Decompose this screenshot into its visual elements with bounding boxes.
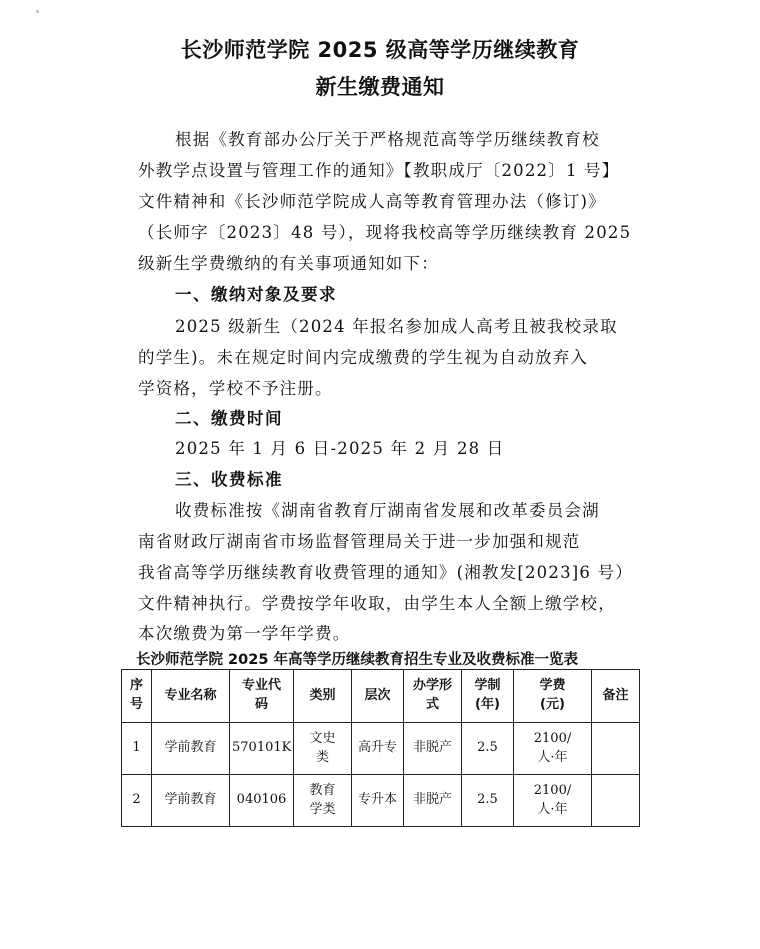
cell-duration: 2.5: [462, 723, 514, 775]
cell-remark: [592, 775, 640, 827]
cell-category: 教育 学类: [294, 775, 352, 827]
table-caption: 长沙师范学院 2025 年高等学历继续教育招生专业及收费标准一览表: [136, 652, 578, 668]
header-no: 序 号: [122, 670, 152, 723]
cell-mode: 非脱产: [404, 775, 462, 827]
cell-code: 040106: [230, 775, 294, 827]
section1-line: 学资格，学校不予注册。: [138, 379, 333, 398]
section-heading-2: 二、缴费时间: [175, 409, 283, 428]
cell-mode: 非脱产: [404, 723, 462, 775]
cell-level: 高升专: [352, 723, 404, 775]
cell-level: 专升本: [352, 775, 404, 827]
cell-category: 文史 类: [294, 723, 352, 775]
section3-line: 收费标准按《湖南省教育厅湖南省发展和改革委员会湖: [175, 501, 600, 520]
cell-no: 1: [122, 723, 152, 775]
intro-line: （长师字〔2023〕48 号），现将我校高等学历继续教育 2025: [138, 223, 632, 242]
section3-line: 文件精神执行。学费按学年收取，由学生本人全额上缴学校，: [138, 594, 616, 613]
cell-code: 570101K: [230, 723, 294, 775]
section2-line: 2025 年 1 月 6 日-2025 年 2 月 28 日: [175, 439, 505, 458]
table-row: [122, 775, 640, 827]
header-category: 类别: [294, 670, 352, 723]
table-row: [122, 723, 640, 775]
section1-line: 的学生)。未在规定时间内完成缴费的学生视为自动放弃入: [138, 348, 589, 367]
cell-no: 2: [122, 775, 152, 827]
intro-line: 根据《教育部办公厅关于严格规范高等学历继续教育校: [175, 130, 600, 149]
document-title-line-2: 新生缴费通知: [315, 75, 445, 99]
section1-line: 2025 级新生（2024 年报名参加成人高考且被我校录取: [175, 317, 618, 336]
header-fee: 学费 (元): [514, 670, 592, 723]
header-level: 层次: [352, 670, 404, 723]
header-remark: 备注: [592, 670, 640, 723]
cell-major: 学前教育: [152, 775, 230, 827]
header-mode: 办学形 式: [404, 670, 462, 723]
table-header-row: [122, 670, 640, 723]
intro-line: 外教学点设置与管理工作的通知》【教职成厅〔2022〕1 号】: [138, 161, 620, 180]
section3-line: 本次缴费为第一学年学费。: [138, 624, 351, 643]
intro-line: 级新生学费缴纳的有关事项通知如下：: [138, 254, 439, 273]
section3-line: 我省高等学历继续教育收费管理的通知》(湘教发[2023]6 号）: [138, 563, 633, 582]
fee-table: [121, 669, 640, 827]
scan-dot: [36, 10, 39, 13]
header-duration: 学制 (年): [462, 670, 514, 723]
cell-fee: 2100/ 人·年: [514, 723, 592, 775]
document-title-line-1: 长沙师范学院 2025 级高等学历继续教育: [180, 38, 580, 62]
cell-remark: [592, 723, 640, 775]
section3-line: 南省财政厅湖南省市场监督管理局关于进一步加强和规范: [138, 532, 581, 551]
cell-duration: 2.5: [462, 775, 514, 827]
cell-major: 学前教育: [152, 723, 230, 775]
cell-fee: 2100/ 人·年: [514, 775, 592, 827]
section-heading-3: 三、收费标准: [175, 470, 283, 489]
header-major: 专业名称: [152, 670, 230, 723]
section-heading-1: 一、缴纳对象及要求: [175, 285, 337, 304]
header-code: 专业代 码: [230, 670, 294, 723]
intro-line: 文件精神和《长沙师范学院成人高等教育管理办法（修订)》: [138, 192, 606, 211]
